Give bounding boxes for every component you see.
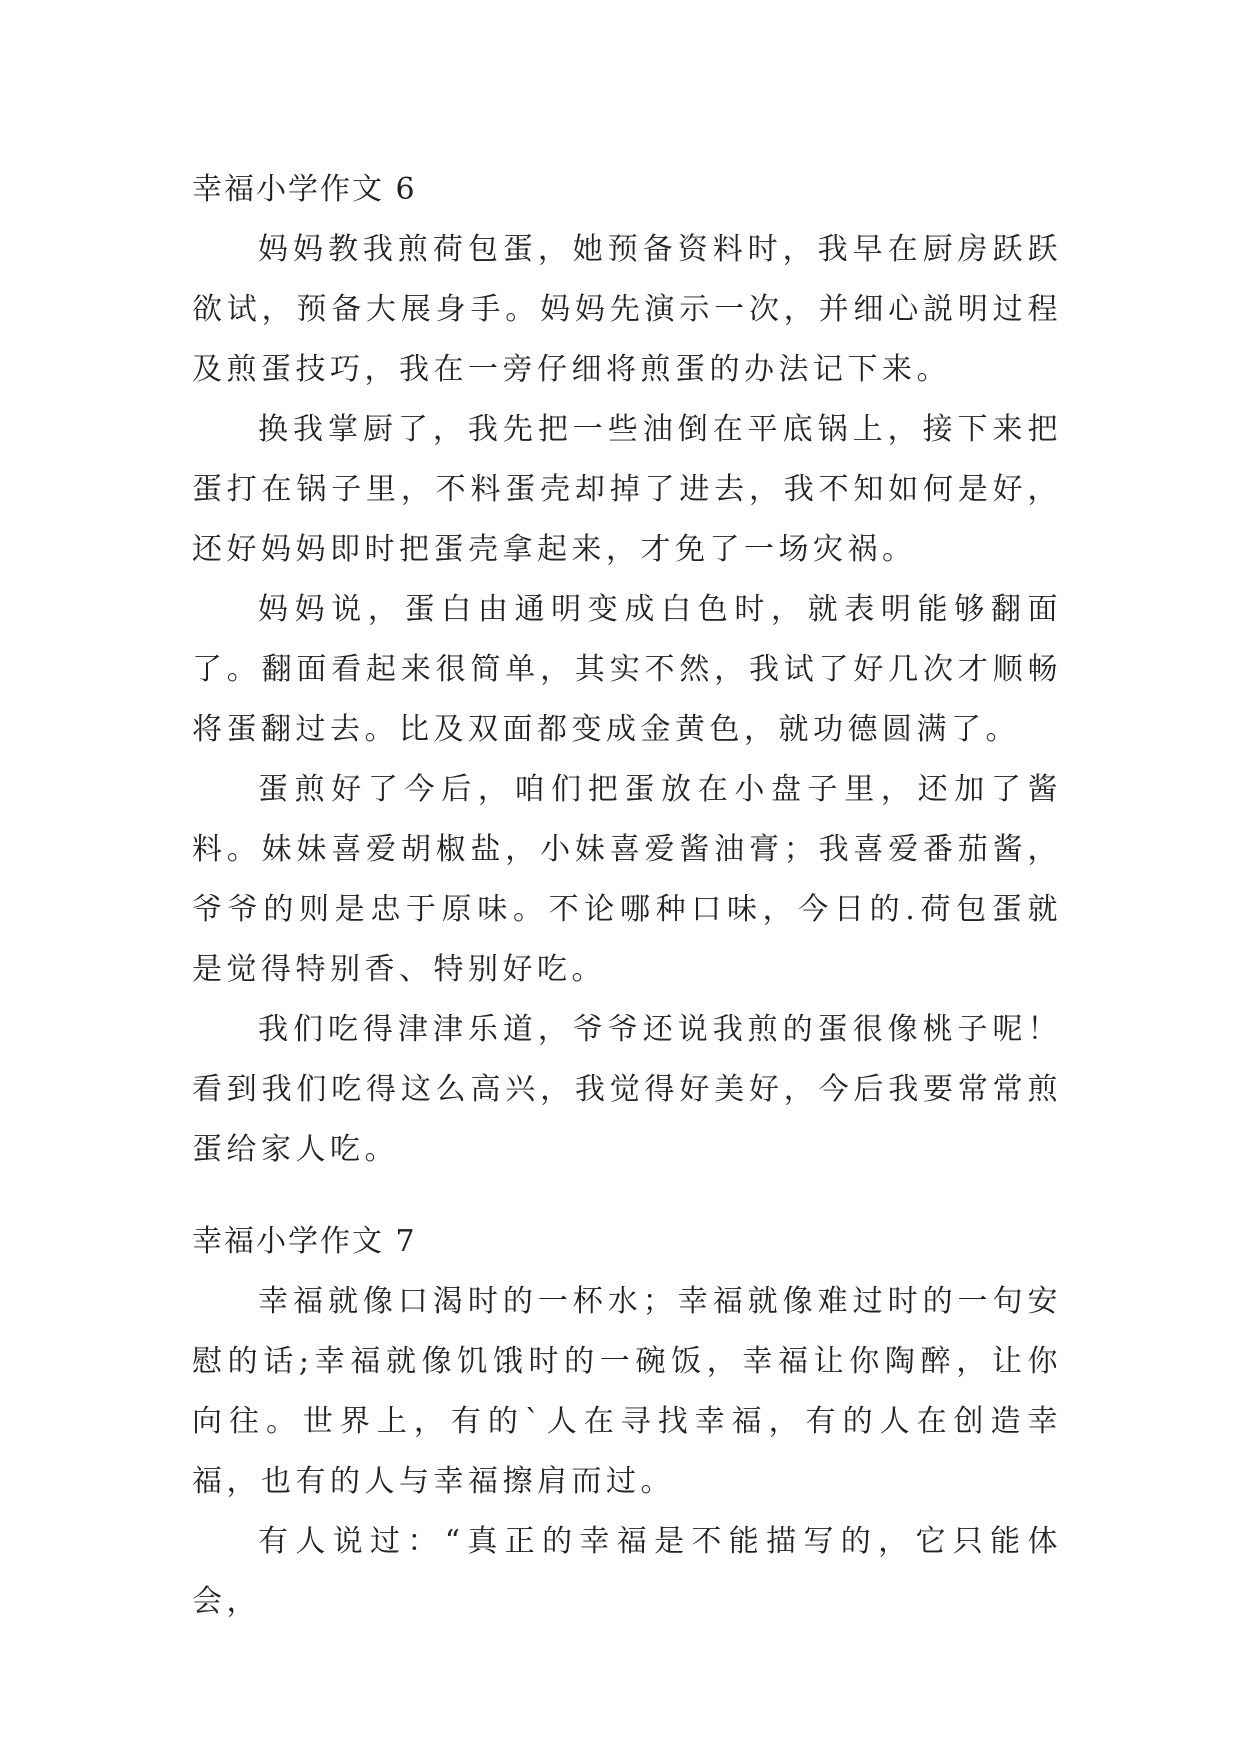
essay-paragraph: 有人说过：“真正的幸福是不能描写的，它只能体会， [192,1524,1062,1619]
essay-paragraph: 蛋煎好了今后，咱们把蛋放在小盘子里，还加了酱料。妹妹喜爱胡椒盐，小妹喜爱酱油膏；我喜爱番茄酱，爷爷的则是忠于原味。不论哪种口味，今日的.荷包蛋就是觉得特别香、特别好吃。 [192,772,1062,987]
essay-paragraph: 妈妈教我煎荷包蛋，她预备资料时，我早在厨房跃跃欲试，预备大展身手。妈妈先演示一次，并细心説明过程及煎蛋技巧，我在一旁仔细将煎蛋的办法记下来。 [192,232,1062,387]
essay-paragraph: 换我掌厨了，我先把一些油倒在平底锅上，接下来把蛋打在锅子里，不料蛋壳却掉了进去，我不知如何是好，还好妈妈即时把蛋壳拿起来，才免了一场灾祸。 [192,412,1062,567]
essay-paragraph: 我们吃得津津乐道，爷爷还说我煎的蛋很像桃子呢！看到我们吃得这么高兴，我觉得好美好，今后我要常常煎蛋给家人吃。 [192,1012,1062,1167]
essay-section-6 [192,160,1062,1180]
essay-title: 幸福小学作文 6 [192,172,417,207]
essay-paragraph: 幸福就像口渴时的一杯水；幸福就像难过时的一句安慰的话;幸福就像饥饿时的一碗饭，幸福让你陶醉，让你向往。世界上，有的`人在寻找幸福，有的人在创造幸福，也有的人与幸福擦肩而过。 [192,1284,1062,1499]
essay-paragraph: 妈妈说，蛋白由通明变成白色时，就表明能够翻面了。翻面看起来很简单，其实不然，我试了好几次才顺畅将蛋翻过去。比及双面都变成金黄色，就功德圆满了。 [192,592,1062,747]
essay-section-7 [192,1212,1062,1632]
essay-title: 幸福小学作文 7 [192,1224,417,1259]
